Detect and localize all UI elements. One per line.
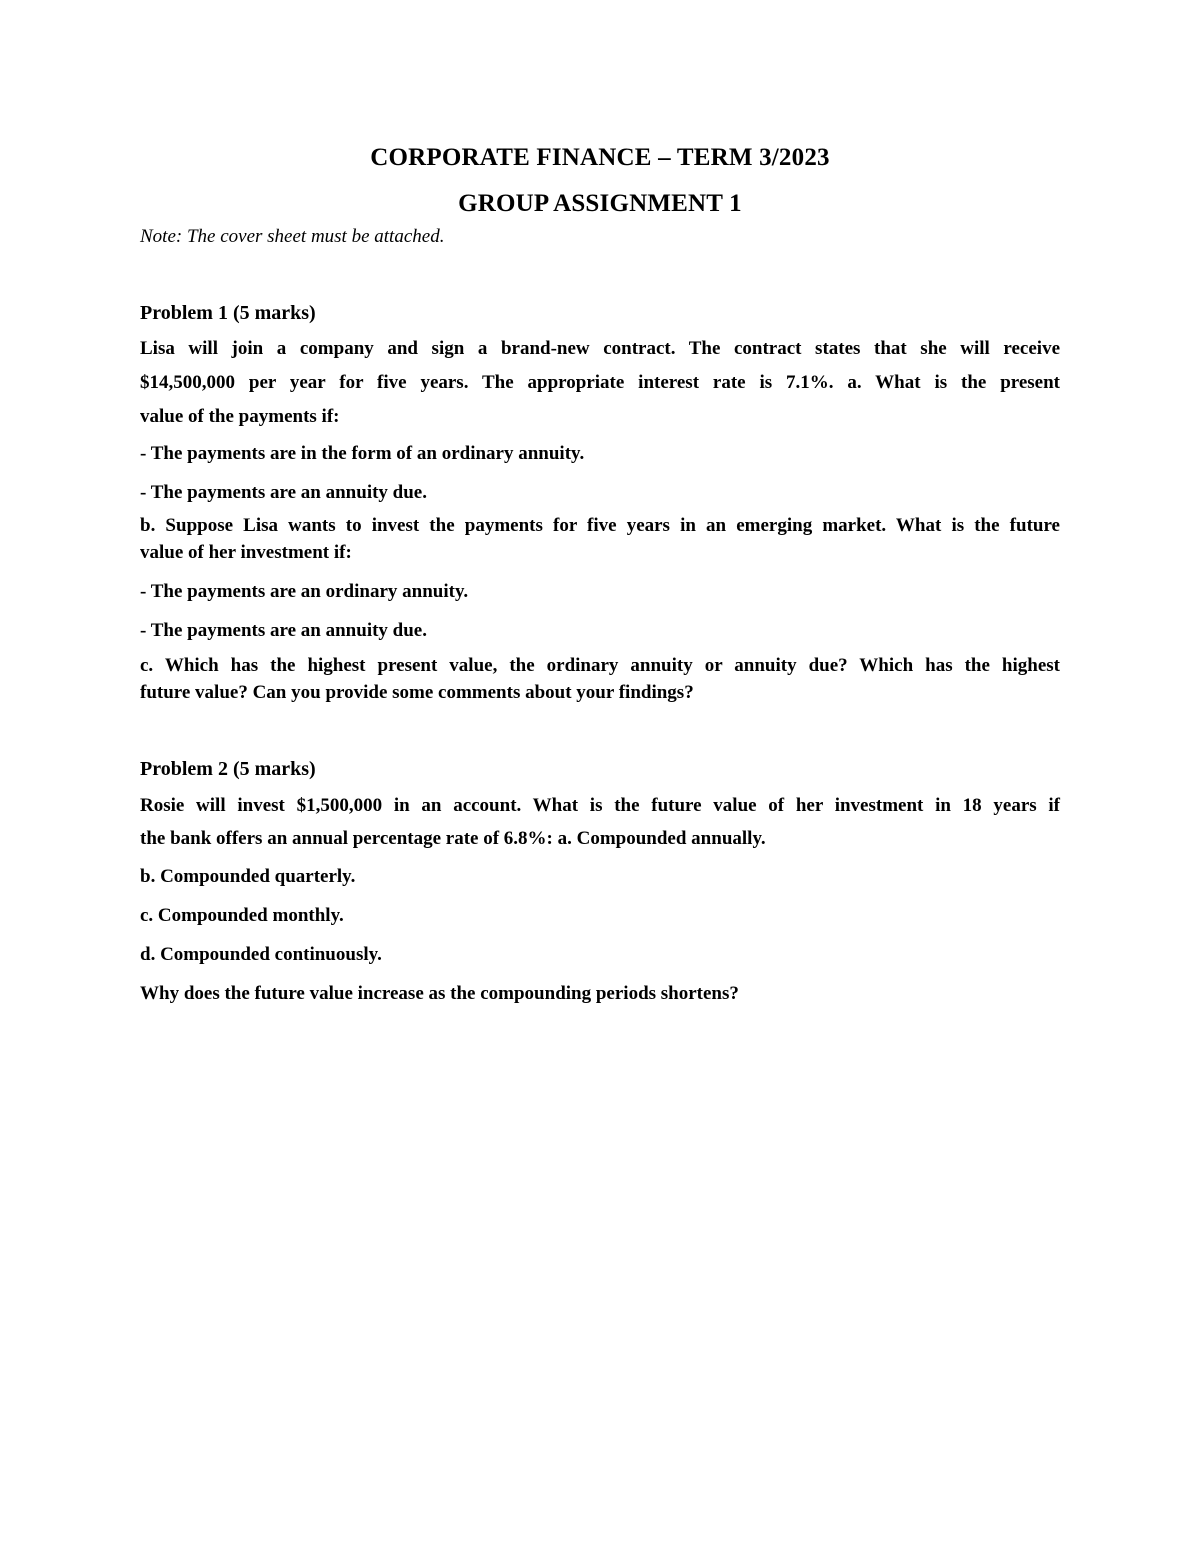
problem-2-intro-line: the bank offers an annual percentage rate of 6.8%: a. Compounded annually. [140, 828, 766, 849]
problem-1-b-line: value of her investment if: [140, 542, 352, 563]
problem-1-c-line: c. Which has the highest present value, the ordinary annuity or annuity due? Which has the highest [140, 655, 1060, 676]
document-subtitle: GROUP ASSIGNMENT 1 [458, 190, 742, 217]
problem-2-item: c. Compounded monthly. [140, 905, 344, 926]
problem-1-intro-line: value of the payments if: [140, 406, 340, 427]
problem-2-intro-line: Rosie will invest $1,500,000 in an account. What is the future value of her investment in 18 years if [140, 795, 1060, 816]
problem-1-heading: Problem 1 (5 marks) [140, 302, 316, 324]
document-title: CORPORATE FINANCE – TERM 3/2023 [370, 144, 830, 171]
problem-1-a-item: - The payments are an annuity due. [140, 482, 427, 503]
cover-sheet-note: Note: The cover sheet must be attached. [140, 226, 445, 247]
problem-1-c-line: future value? Can you provide some comments about your findings? [140, 682, 694, 703]
problem-1-intro-line: Lisa will join a company and sign a brand-new contract. The contract states that she will receive [140, 338, 1060, 359]
problem-1-intro-line: $14,500,000 per year for five years. The appropriate interest rate is 7.1%. a. What is the present [140, 372, 1060, 393]
problem-2-question: Why does the future value increase as the compounding periods shortens? [140, 983, 739, 1004]
problem-2-heading: Problem 2 (5 marks) [140, 758, 316, 780]
problem-1-b-line: b. Suppose Lisa wants to invest the payments for five years in an emerging market. What is the future [140, 515, 1060, 536]
problem-1-b-item: - The payments are an annuity due. [140, 620, 427, 641]
problem-2-item: d. Compounded continuously. [140, 944, 382, 965]
problem-2-item: b. Compounded quarterly. [140, 866, 356, 887]
problem-1-b-item: - The payments are an ordinary annuity. [140, 581, 469, 602]
problem-1-a-item: - The payments are in the form of an ordinary annuity. [140, 443, 585, 464]
